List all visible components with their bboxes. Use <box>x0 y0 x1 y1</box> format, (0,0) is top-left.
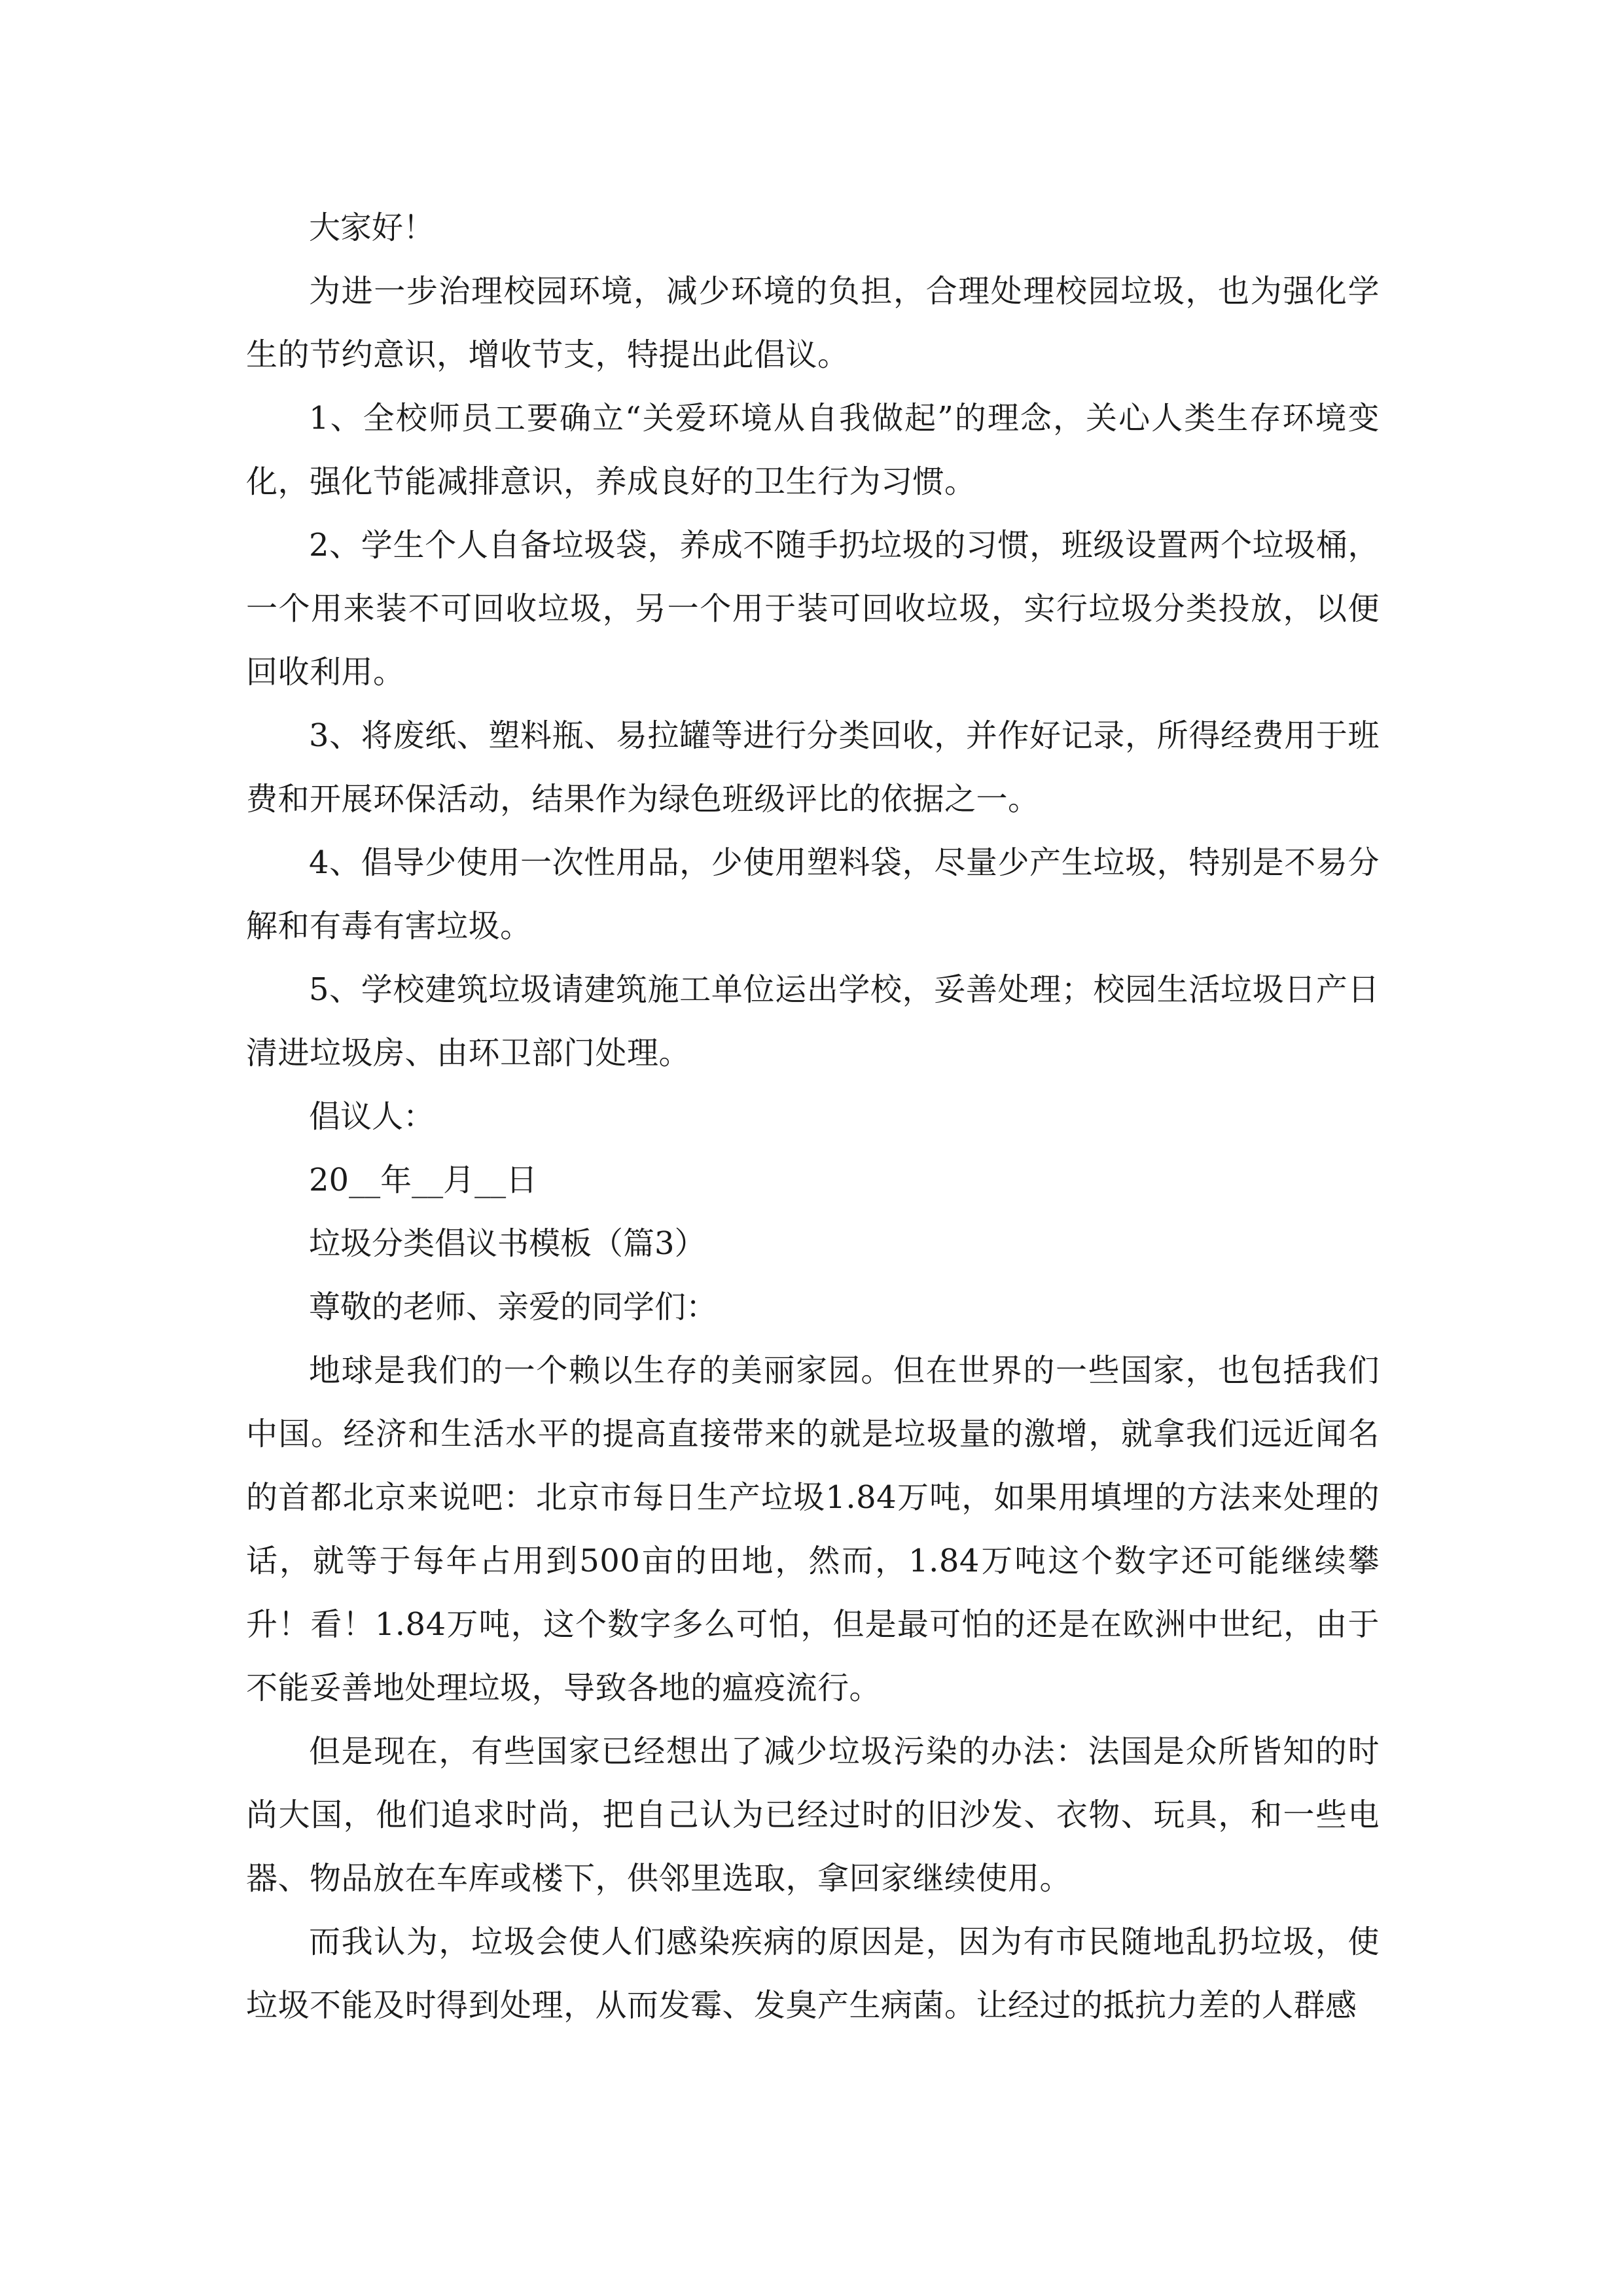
body-paragraph-opinion: 而我认为，垃圾会使人们感染疾病的原因是，因为有市民随地乱扔垃圾，使垃圾不能及时得到处理，从而发霉、发臭产生病菌。让经过的抵抗力差的人群感 <box>246 1924 1380 2024</box>
salutation: 尊敬的老师、亲爱的同学们： <box>309 1289 718 1325</box>
date-line: 20__年__月__日 <box>309 1162 538 1198</box>
greeting: 大家好！ <box>309 209 435 246</box>
item-1-paragraph: 1、全校师员工要确立“关爱环境从自我做起”的理念，关心人类生存环境变化，强化节能减排意识，养成良好的卫生行为习惯。 <box>246 400 1380 500</box>
body-paragraph-france: 但是现在，有些国家已经想出了减少垃圾污染的办法：法国是众所皆知的时尚大国，他们追求时尚，把自己认为已经过时的旧沙发、衣物、玩具，和一些电器、物品放在车库或楼下，供邻里选取，拿回家继续使用。 <box>246 1733 1380 1897</box>
item-3-paragraph: 3、将废纸、塑料瓶、易拉罐等进行分类回收，并作好记录，所得经费用于班费和开展环保活动，结果作为绿色班级评比的依据之一。 <box>246 717 1380 817</box>
section-title: 垃圾分类倡议书模板（篇3） <box>309 1225 706 1262</box>
intro-paragraph: 为进一步治理校园环境，减少环境的负担，合理处理校园垃圾，也为强化学生的节约意识，增收节支，特提出此倡议。 <box>246 273 1380 373</box>
document-body <box>246 196 1380 2037</box>
item-5-paragraph: 5、学校建筑垃圾请建筑施工单位运出学校，妥善处理；校园生活垃圾日产日清进垃圾房、由环卫部门处理。 <box>246 971 1380 1071</box>
body-paragraph-earth: 地球是我们的一个赖以生存的美丽家园。但在世界的一些国家，也包括我们中国。经济和生活水平的提高直接带来的就是垃圾量的激增，就拿我们远近闻名的首都北京来说吧：北京市每日生产垃圾1.84万吨，如果用填埋的方法来处理的话，就等于每年占用到500亩的田地，然而，1.84万吨这个数字还可能继续攀升！看！1.84万吨，这个数字多么可怕，但是最可怕的还是在欧洲中世纪，由于不能妥善地处理垃圾，导致各地的瘟疫流行。 <box>246 1352 1380 1706</box>
signatory-label: 倡议人： <box>309 1098 435 1135</box>
item-2-paragraph: 2、学生个人自备垃圾袋，养成不随手扔垃圾的习惯，班级设置两个垃圾桶，一个用来装不可回收垃圾，另一个用于装可回收垃圾，实行垃圾分类投放，以便回收利用。 <box>246 527 1380 691</box>
item-4-paragraph: 4、倡导少使用一次性用品，少使用塑料袋，尽量少产生垃圾，特别是不易分解和有毒有害垃圾。 <box>246 844 1380 944</box>
